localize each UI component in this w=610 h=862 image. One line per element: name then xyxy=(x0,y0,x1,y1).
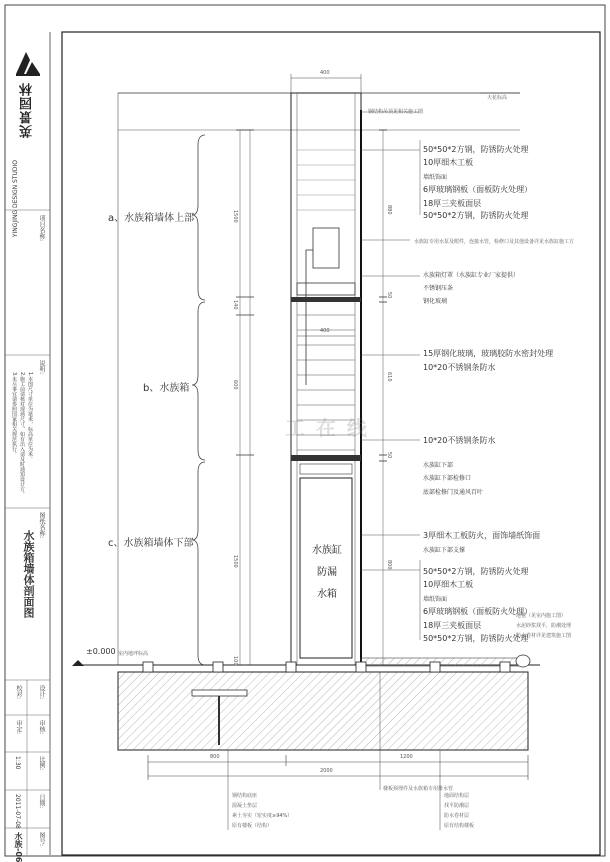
note-bottom-mid: 楼板预埋件及水族箱专用排水管 xyxy=(383,786,454,792)
section-label-upper: a、水族箱墙体上部 xyxy=(108,213,195,224)
note-light-2: 不锈钢压条 xyxy=(423,285,454,292)
dim-bottom-right: 1200 xyxy=(400,754,413,760)
note-lower-6: 6厚玻璃钢板（面板防火处理） xyxy=(423,607,533,616)
dim-right-2: 50 xyxy=(386,292,392,299)
section-label-middle: b、水族箱 xyxy=(143,383,190,394)
note-bottom-left-3: 素土夯实（密实度≥94%） xyxy=(232,813,293,819)
elevation-marker-icon xyxy=(72,660,84,666)
dim-right-3: 610 xyxy=(386,372,392,382)
floor-finish xyxy=(361,658,521,666)
drawing-name: 水族箱墙体剖面图 xyxy=(22,530,35,618)
elevation-note: 室内地坪标高 xyxy=(118,651,149,657)
notes-line-1: 1.本图尺寸单位为毫米，标高单位为米。 xyxy=(27,372,33,462)
note-floor-1: 地毯（见室内施工图） xyxy=(516,613,567,619)
note-light-1: 水族箱灯罩（水族缸专业厂家提供） xyxy=(423,272,520,279)
tank-label xyxy=(312,540,342,606)
tank-access-panel xyxy=(300,464,352,474)
designer-label: 设计: xyxy=(38,685,45,700)
upper-wall-hatch xyxy=(297,150,355,210)
dim-bottom-left: 800 xyxy=(210,754,220,760)
dim-left-2: 140 xyxy=(232,300,238,310)
dim-bottom-total: 2000 xyxy=(320,768,333,774)
drain-fitting xyxy=(516,655,530,667)
dim-base-height: 100 xyxy=(232,656,238,666)
notes-label: 说明: xyxy=(38,360,45,375)
company-english: YINGJING DESIGN STUDIO xyxy=(12,160,19,238)
note-bottom-right-3: 防水卷材层 xyxy=(444,813,470,819)
dim-left-4: 1500 xyxy=(232,555,238,568)
note-bottom-right-2: 找平防潮层 xyxy=(444,803,470,809)
note-lower-8: 50*50*2方钢，防锈防火处理 xyxy=(423,634,529,643)
note-midlow-2: 水族缸下部 xyxy=(423,462,454,469)
date-value: 2011-07-08 xyxy=(14,794,21,829)
dim-left-3: 600 xyxy=(232,380,238,390)
middle-beam xyxy=(291,455,361,461)
note-floor-2: 水泥砂浆找平，防潮处理 xyxy=(516,623,572,629)
pump-pipe xyxy=(306,250,313,385)
note-bottom-left-4: 原有楼板（结构） xyxy=(232,823,273,829)
date-label: 日期: xyxy=(38,794,45,809)
notes-line-2: 2.施工前请核对现场尺寸，如有出入请及时通知设计方。 xyxy=(19,372,25,497)
dim-middle-width: 400 xyxy=(320,328,330,334)
note-bottom-right-4: 原有结构楼板 xyxy=(444,823,475,829)
note-lower-3: 50*50*2方钢，防锈防火处理 xyxy=(423,567,529,576)
drawing-name-label: 图纸名称: xyxy=(38,512,45,539)
note-lower-4: 10厚细木工板 xyxy=(423,580,474,589)
note-midlow-3: 水族缸下部检修口 xyxy=(423,475,472,482)
note-bottom-left-2: 混凝土垫层 xyxy=(232,803,258,809)
tank-label-text: 水族缸 防漏 水箱 xyxy=(312,545,342,600)
notes-line-3: 3.未尽事宜请参照国家相关规范执行。 xyxy=(11,372,17,457)
note-lower-2: 水族缸下部支撑 xyxy=(423,547,466,554)
note-upper-5: 18厚三夹板面层 xyxy=(423,199,482,208)
note-upper-6: 50*50*2方钢，防锈防火处理 xyxy=(423,211,529,220)
drawing-no: 水族-06 xyxy=(14,832,23,862)
dim-right-1: 880 xyxy=(386,205,392,215)
brace-middle xyxy=(192,302,205,460)
note-middle-1: 15厚钢化玻璃，玻璃胶防水密封处理 xyxy=(423,349,554,358)
scale-label: 比例: xyxy=(38,756,45,771)
note-upper-1: 50*50*2方钢，防锈防火处理 xyxy=(423,145,529,154)
approver-label: 审定: xyxy=(15,720,22,735)
scale-value: 1:30 xyxy=(14,756,21,770)
note-pump: 水族缸专用水泵及附件，连接水管，检修口及其他设备详见水族缸施工方 xyxy=(414,239,575,245)
note-upper-4: 6厚玻璃钢板（面板防火处理） xyxy=(423,185,533,194)
project-label: 项目名称: xyxy=(38,215,45,242)
brace-lower xyxy=(192,462,205,665)
note-lower-1: 3厚细木工板防火，面饰墙纸饰面 xyxy=(423,531,541,540)
dim-right-5: 800 xyxy=(386,560,392,570)
company-name: 英景园林 xyxy=(20,82,35,138)
left-dim-ticks xyxy=(236,130,254,665)
note-midlow-4: 底部检修门及通风百叶 xyxy=(423,489,484,496)
note-lower-5: 墙纸饰面 xyxy=(423,596,448,603)
note-bottom-left-1: 钢结构底座 xyxy=(232,793,258,799)
dim-right-4: 50 xyxy=(386,452,392,459)
company-logo-icon xyxy=(16,52,40,76)
dim-top-width: 400 xyxy=(320,70,330,76)
section-label-lower: c、水族箱墙体下部 xyxy=(108,538,194,549)
note-midlow-1: 10*20不锈钢条防水 xyxy=(423,436,496,445)
note-upper-3: 墙纸饰面 xyxy=(423,174,448,181)
foundation-slab xyxy=(118,672,528,750)
reviewer-label: 审核: xyxy=(38,720,45,735)
note-upper-2: 10厚细木工板 xyxy=(423,158,474,167)
top-note: 钢结构吊顶见相关施工图 xyxy=(368,109,424,115)
upper-beam xyxy=(291,297,361,302)
drawing-no-label: 图号: xyxy=(38,832,45,847)
pump-unit xyxy=(313,228,339,268)
note-lower-7: 18厚三夹板面层 xyxy=(423,621,482,630)
dim-left-1: 1500 xyxy=(232,210,238,223)
note-glass: 钢化玻璃 xyxy=(423,298,448,305)
ceiling-note: 天花标高 xyxy=(487,95,508,101)
watermark: 工 在 线 xyxy=(285,416,369,440)
note-middle-2: 10*20不锈钢条防水 xyxy=(423,363,496,372)
note-bottom-right-1: 地面结构层 xyxy=(444,793,470,799)
elevation-label: ±0.000 xyxy=(86,647,116,656)
base-anchor-plate xyxy=(192,690,247,696)
checker-label: 校对: xyxy=(15,685,22,700)
note-floor-3: 防水卷材详见建筑施工图 xyxy=(516,633,572,639)
